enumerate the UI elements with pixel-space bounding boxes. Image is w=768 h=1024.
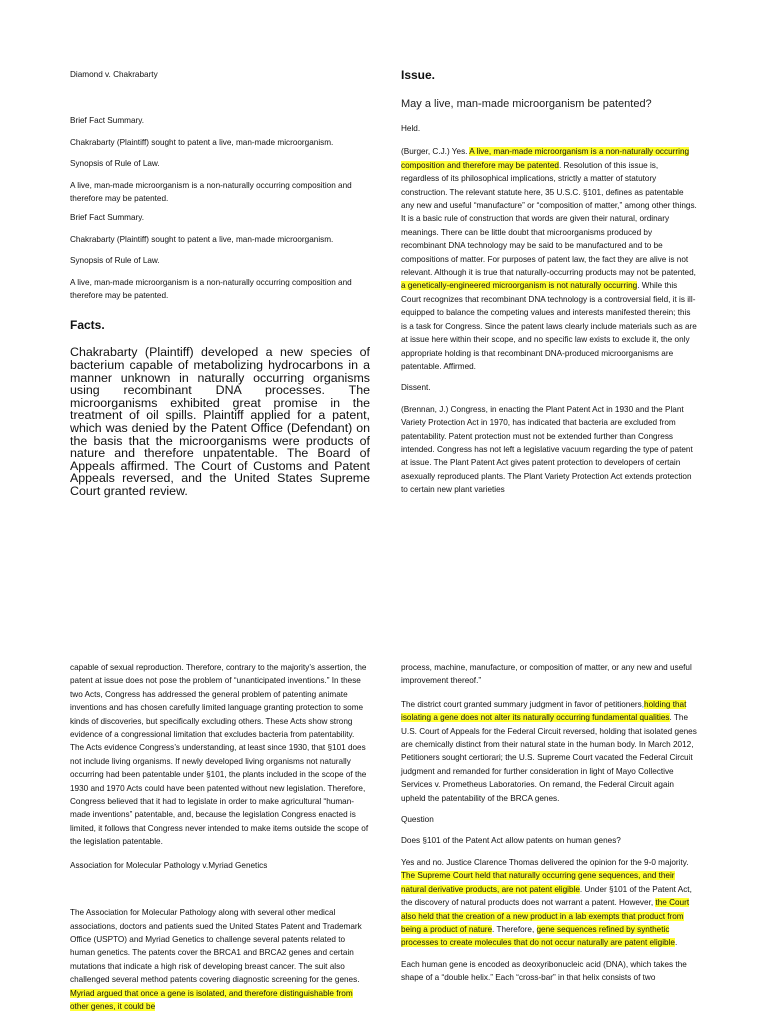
- answer-body: . Therefore,: [492, 924, 537, 934]
- synopsis-heading: Synopsis of Rule of Law.: [70, 159, 160, 169]
- case2-paragraph: [70, 906, 370, 1013]
- issue-heading: Issue.: [401, 68, 436, 82]
- dissent-heading: Dissent.: [401, 383, 431, 393]
- brief-fact-text: Chakrabarty (Plaintiff) sought to patent a live, man-made microorganism.: [70, 234, 334, 244]
- held-paragraph: [401, 145, 697, 373]
- facts-text: Chakrabarty (Plaintiff) developed a new species of bacterium capable of metabolizing hydrocarbons in a manner unknown in naturally occurring organisms using recombinant DNA processes. The microorganisms exhibited great promise in the treatment of oil spills. Plaintiff applied for a patent, which was denied by the Patent Office (Defendant) on the basis that the microorganisms were products of nature and therefore unpatentable. The Board of Appeals affirmed. The Court of Customs and Patent Appeals reversed, and the United States Supreme Court granted review.: [70, 345, 370, 498]
- highlight: gene sequences refined by synthetic processes to create molecules that do not occur naturally are patent eligible: [401, 924, 675, 948]
- synopsis-heading: Synopsis of Rule of Law.: [70, 256, 160, 266]
- page1-left-column: [70, 68, 370, 498]
- synopsis-text: A live, man-made microorganism is a non-naturally occurring composition and therefore may be patented.: [70, 180, 352, 204]
- held-intro: (Burger, C.J.) Yes.: [401, 147, 470, 157]
- answer-body: . Under §101 of the Patent Act, the discovery of natural products does not warrant a patent. However,: [401, 884, 692, 908]
- case2-body: The Association for Molecular Pathology along with several other medical associations, doctors and patients sued the United States Patent and Trademark Office (USPTO) and Myriad Genetics to challenge several patents related to human genetics. The patents cover the BRCA1 and BRCA2 genes and certain mutations that indicate a high risk of developing breast cancer. The suit also challenged several method patents covering diagnostic screening for the genes.: [70, 908, 362, 985]
- dna-paragraph: Each human gene is encoded as deoxyribonucleic acid (DNA), which takes the shape of a “double helix.” Each “cross-bar” in that helix consists of two: [401, 959, 687, 983]
- highlight: The Supreme Court held that naturally occurring gene sequences, and their natural derivative products, are not patent eligible: [401, 871, 675, 894]
- court-body: . The U.S. Court of Appeals for the Federal Circuit reversed, holding that isolated genes are chemically distinct from their natural state in the human body. In March 2012, Petitioners sought certiorari; the U.S. Supreme Court vacated the Federal Circuit judgment and remanded for further consideration in light of Mayo Collective Services v. Prometheus Laboratories. On remand, the Federal Circuit again upheld the patentability of the BRCA genes.: [401, 713, 697, 803]
- question-text: Does §101 of the Patent Act allow patents on human genes?: [401, 836, 621, 846]
- page1-right-column: [401, 68, 697, 497]
- page2-right-column: [401, 661, 699, 985]
- case-title: Diamond v. Chakrabarty: [70, 70, 158, 79]
- answer-paragraph: [401, 856, 699, 950]
- synopsis-text: A live, man-made microorganism is a non-naturally occurring composition and therefore may be patented.: [70, 277, 352, 301]
- highlight: holding that isolating a gene does not alter its naturally occurring fundamental qualities: [401, 699, 687, 723]
- highlight: a genetically-engineered microorganism is not naturally occurring: [401, 281, 638, 291]
- statute-continuation: process, machine, manufacture, or composition of matter, or any new and useful improvement thereof.”: [401, 663, 692, 686]
- highlight: the Court also held that the creation of a new product in a lab exempts that product from being a product of nature: [401, 898, 690, 934]
- question-heading: Question: [401, 815, 434, 825]
- issue-question: May a live, man-made microorganism be patented?: [401, 98, 652, 110]
- facts-heading: Facts.: [70, 318, 105, 333]
- brief-fact-text: Chakrabarty (Plaintiff) sought to patent a live, man-made microorganism.: [70, 137, 334, 147]
- answer-body: Yes and no. Justice Clarence Thomas delivered the opinion for the 9-0 majority.: [401, 857, 689, 867]
- answer-body: .: [674, 938, 678, 948]
- text-cursor-mark: ,: [641, 699, 645, 709]
- brief-fact-heading: Brief Fact Summary.: [70, 213, 145, 223]
- dissent-text: (Brennan, J.) Congress, in enacting the Plant Patent Act in 1930 and the Plant Variety Protection Act in 1970, has indicated that bacteria are excluded from patentability. Patent protection must not be extended further than Congress intended. Congress has not left a legislative vacuum regarding the type of patent at issue. The Plant Patent Act gives patent protection to developers of certain asexually reproduced plants. The Plant Variety Protection Act extends protection to certain new plant varieties: [401, 404, 693, 495]
- highlight: Myriad argued that once a gene is isolated, and therefore distinguishable from other genes, it could be: [70, 988, 353, 1011]
- dissent-continuation: capable of sexual reproduction. Therefore, contrary to the majority’s assertion, the patent at issue does not pose the problem of “unanticipated inventions.” In these two Acts, Congress has addressed the general problem of patenting animate inventions and has chosen carefully limited language granting protection to some kinds of discoveries, but specifically excluding others. These Acts show strong evidence of a congressional limitation that excludes bacteria from patentability. The Acts evidence Congress’s understanding, at least since 1930, that §101 does not include living organisms. If newly developed living organisms not naturally occurring had been patentable under §101, the plants included in the scope of the 1930 and 1970 Acts could have been patented without new legislation. Therefore, Congress believed that it had to legislate in order to make agricultural “human-made inventions” patentable, and, because the legislation Congress enacted is limited, it follows that Congress never intended to make items outside the scope of the legislation patentable.: [70, 663, 369, 847]
- brief-fact-heading: Brief Fact Summary.: [70, 116, 145, 126]
- highlight: A live, man-made microorganism is a non-naturally occurring composition and therefore may be patented: [401, 147, 690, 170]
- held-body: . Resolution of this issue is, regardless of its philosophical implications, strictly a matter of statutory construction. The relevant statute here, 35 U.S.C. §101, defines as patentable any new and useful “manufacture” or “composition of matter,” among other things. It is a basic rule of construction that words are given their natural, ordinary meanings. There can be little doubt that microorganisms produced by recombinant DNA technology may be said to be manufactured and to be compositions of matter. For purposes of patent law, the fact they are alive is not relevant. Although it is true that naturally-occurring products may not be patented,: [401, 160, 697, 278]
- court-history-paragraph: [401, 698, 699, 805]
- held-body: . While this Court recognizes that recombinant DNA technology is a controversial field, it is ill-equipped to balance the competing values and interests manifested therein; this is a task for Congress. Since the patent laws clearly include materials such as are at issue here within their scope, and no specific law exists to exclude it, the only appropriate holding is that recombinant DNA-produced microorganisms are patentable. Affirmed.: [401, 281, 697, 371]
- page2-left-column: [70, 661, 370, 1013]
- court-body: The district court granted summary judgment in favor of petitioners: [401, 699, 642, 709]
- case2-title: Association for Molecular Pathology v.Myriad Genetics: [70, 860, 268, 870]
- held-heading: Held.: [401, 124, 421, 133]
